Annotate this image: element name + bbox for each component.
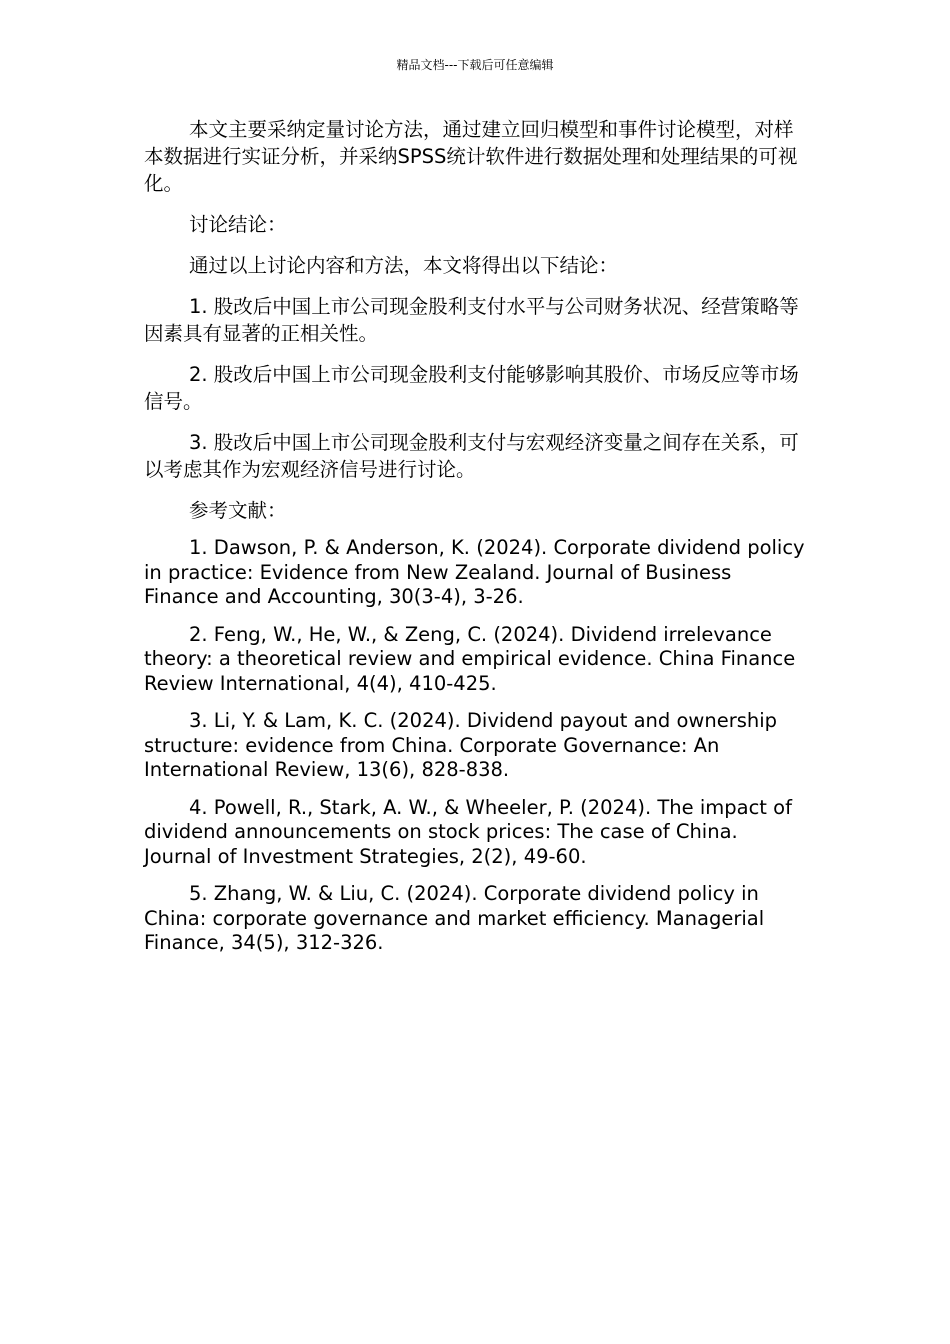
conclusion-item-1: 1. 股改后中国上市公司现金股利支付水平与公司财务状况、经营策略等因素具有显著的正相关性。 [144,295,799,345]
page-header: 精品文档---下载后可任意编辑 [396,58,554,72]
intro-paragraph: 本文主要采纳定量讨论方法，通过建立回归模型和事件讨论模型，对样本数据进行实证分析，并采纳SPSS统计软件进行数据处理和处理结果的可视化。 [144,118,798,195]
reference-list [144,536,809,956]
reference-item-3: 3. Li, Y. & Lam, K. C. (2024). Dividend payout and ownership structure: evidence from China. Corporate Governance: An International Review, 13(6), 828-838. [144,709,778,781]
reference-item-2: 2. Feng, W., He, W., & Zeng, C. (2024). Dividend irrelevance theory: a theoretical review and empirical evidence. China Finance Review International, 4(4), 410-425. [144,622,796,695]
conclusion-item-2: 2. 股改后中国上市公司现金股利支付能够影响其股价、市场反应等市场信号。 [144,363,799,413]
references-heading: 参考文献： [189,499,287,522]
document-body [144,116,809,956]
reference-item-4: 4. Powell, R., Stark, A. W., & Wheeler, P. (2024). The impact of dividend announcements on stock prices: The case of China. Journal of Investment Strategies, 2(2), 49-60. [144,795,792,868]
reference-item-1: 1. Dawson, P. & Anderson, K. (2024). Corporate dividend policy in practice: Evidence from New Zealand. Journal of Business Finance and Accounting, 30(3-4), 3-26. [144,536,805,608]
conclusion-heading: 讨论结论： [189,213,287,236]
reference-item-5: 5. Zhang, W. & Liu, C. (2024). Corporate dividend policy in China: corporate governance and market efficiency. Managerial Finance, 34(5), 312-326. [144,882,765,954]
conclusion-item-3: 3. 股改后中国上市公司现金股利支付与宏观经济变量之间存在关系，可以考虑其作为宏观经济信号进行讨论。 [144,431,799,481]
conclusion-lead: 通过以上讨论内容和方法，本文将得出以下结论： [189,254,619,277]
